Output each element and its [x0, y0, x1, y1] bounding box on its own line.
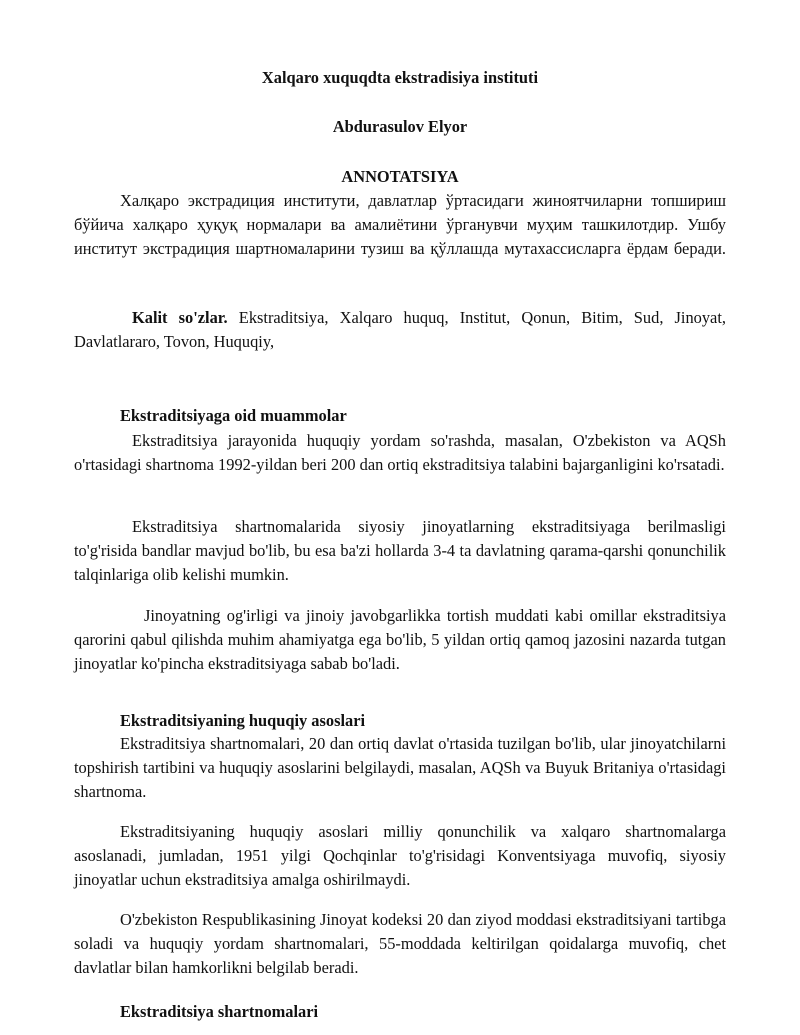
document-author: Abdurasulov Elyor: [332, 117, 468, 136]
keywords-label: Kalit so'zlar.: [132, 308, 228, 327]
section-paragraph: Ekstraditsiya jarayonida huquqiy yordam so'rashda, masalan, O'zbekiston va AQSh o'rtasidagi shartnoma 1992-yildan beri 200 dan ortiq ekstraditsiya talabini bajarganligini ko'rsatadi.: [74, 431, 726, 474]
annotation-heading: ANNOTATSIYA: [341, 167, 459, 186]
section-heading: Ekstraditsiyaning huquqiy asoslari: [120, 711, 366, 730]
section-heading: Ekstraditsiya shartnomalari: [120, 1002, 319, 1021]
section-paragraph: O'zbekiston Respublikasining Jinoyat kodeksi 20 dan ziyod moddasi ekstraditsiyani tartibga soladi va huquqiy yordam shartnomalari, 55-moddada keltirilgan qoidalarga muvofiq, chet davlatlar bilan hamkorlikni belgilab beradi.: [74, 910, 726, 977]
section-paragraph: Ekstraditsiya shartnomalarida siyosiy jinoyatlarning ekstraditsiyaga berilmasligi to'g'risida bandlar mavjud bo'lib, bu esa ba'zi hollarda 3-4 ta davlatning qarama-qarshi qonunchilik talqinlariga olib kelishi mumkin.: [74, 517, 726, 584]
document-title: Xalqaro xuquqdta ekstradisiya instituti: [261, 68, 539, 87]
keywords-paragraph: [74, 306, 726, 354]
annotation-paragraph: Халқаро экстрадиция институти, давлатлар ўртасидаги жиноятчиларни топшириш бўйича халқаро ҳуқуқ нормалари ва амалиётини ўрганувчи муҳим ташкилотдир. Ушбу институт экстрадиция шартномаларини тузиш ва қўллашда мутахассисларга ёрдам беради.: [74, 191, 726, 258]
section-paragraph: Jinoyatning og'irligi va jinoiy javobgarlikka tortish muddati kabi omillar ekstraditsiya qarorini qabul qilishda muhim ahamiyatga ega bo'lib, 5 yildan ortiq qamoq jazosini nazarda tutgan jinoyatlar ko'pincha ekstraditsiyaga sabab bo'ladi.: [74, 606, 726, 673]
keywords-text: Ekstraditsiya, Xalqaro huquq, Institut, Qonun, Bitim, Sud, Jinoyat, Davlatlararo, Tovon, Huquqiy,: [74, 308, 726, 351]
section-paragraph: Ekstraditsiyaning huquqiy asoslari milliy qonunchilik va xalqaro shartnomalarga asoslanadi, jumladan, 1951 yilgi Qochqinlar to'g'risidagi Konventsiyaga muvofiq, siyosiy jinoyatlar uchun ekstraditsiya amalga oshirilmaydi.: [74, 822, 726, 889]
section-heading: Ekstraditsiyaga oid muammolar: [120, 406, 347, 425]
section-paragraph: Ekstraditsiya shartnomalari, 20 dan ortiq davlat o'rtasida tuzilgan bo'lib, ular jinoyatchilarni topshirish tartibini va huquqiy asoslarini belgilaydi, masalan, AQSh va Buyuk Britaniya o'rtasidagi shartnoma.: [74, 734, 726, 801]
